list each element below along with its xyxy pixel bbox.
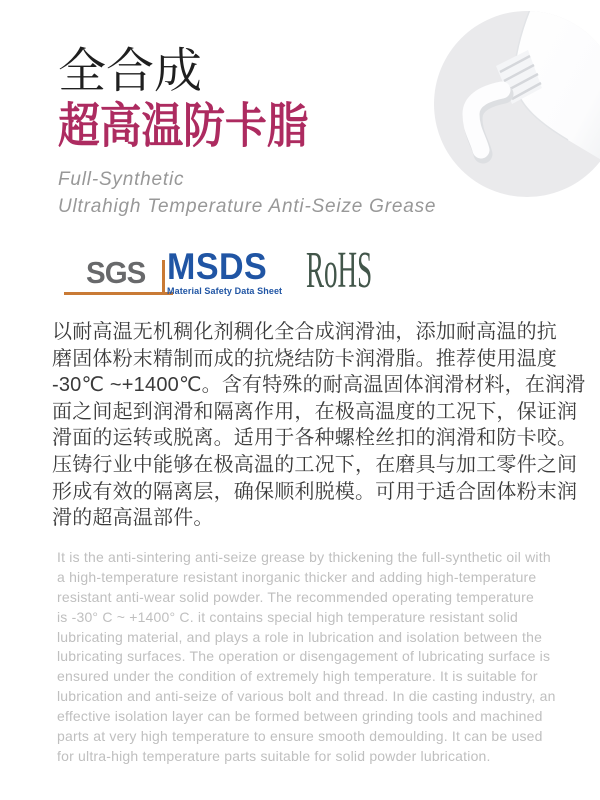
sgs-logo: [62, 257, 177, 299]
page-title-cn: 全合成: [58, 45, 203, 98]
en-line: ensured under the condition of extremely high temperature. It is suitable for: [57, 668, 538, 685]
subtitle-line2: Ultrahigh Temperature Anti-Seize Grease: [58, 195, 437, 217]
sgs-underline: [64, 292, 173, 295]
en-line: parts at very high temperature to ensure smooth demoulding. It can be used: [57, 728, 543, 745]
cn-line: 滑的超高温部件。: [52, 507, 214, 530]
subtitle-en: [58, 167, 436, 220]
rohs-logo: RoHS: [306, 242, 373, 299]
en-line: effective isolation layer can be formed between grinding tools and machined: [57, 708, 543, 725]
cn-line: 形成有效的隔离层，确保顺利脱模。可用于适合固体粉末润: [52, 480, 578, 503]
cn-line: 压铸行业中能够在极高温的工况下，在磨具与加工零件之间: [52, 453, 578, 476]
en-line: lubrication and anti-seize of various bolt and thread. In die casting industry, an: [57, 688, 556, 705]
msds-label: MSDS: [167, 246, 268, 287]
cn-line: 磨固体粉末精制而成的抗烧结防卡润滑脂。推荐使用温度: [52, 347, 557, 370]
subtitle-line1: Full-Synthetic: [58, 169, 185, 190]
en-line: a high-temperature resistant inorganic thicker and adding high-temperature: [57, 568, 537, 585]
en-line: It is the anti-sintering anti-seize grease by thickening the full-synthetic oil with: [57, 549, 551, 565]
cn-line: 滑面的运转或脱离。适用于各种螺栓丝扣的润滑和防卡咬。: [52, 427, 578, 450]
en-line: is -30° C ~ +1400° C. it contains special high temperature resistant solid: [57, 608, 519, 625]
description-english: [57, 548, 567, 767]
sgs-label: SGS: [86, 255, 146, 290]
en-line: for ultra-high temperature parts suitable for solid powder lubrication.: [57, 747, 491, 764]
description-chinese: [52, 319, 586, 532]
sgs-vertical-line: [162, 260, 165, 294]
msds-logo: [167, 246, 297, 296]
cn-line: 以耐高温无机稠化剂稠化全合成润滑油，添加耐高温的抗: [52, 321, 557, 343]
en-line: lubricating surfaces. The operation or disengagement of lubricating surface is: [57, 648, 551, 665]
page-title-accent: 超高温防卡脂: [58, 100, 309, 153]
grease-tube-illustration: [420, 0, 600, 210]
product-photo: [420, 0, 600, 210]
cn-line: -30℃ ~+1400℃。含有特殊的耐高温固体润滑材料，在润滑: [52, 374, 586, 397]
msds-sublabel: Material Safety Data Sheet: [167, 286, 283, 296]
en-line: resistant anti-wear solid powder. The recommended operating temperature: [57, 588, 534, 605]
cn-line: 面之间起到润滑和隔离作用，在极高温度的工况下，保证润: [52, 400, 578, 423]
en-line: lubricating material, and plays a role in lubrication and isolation between the: [57, 628, 543, 645]
